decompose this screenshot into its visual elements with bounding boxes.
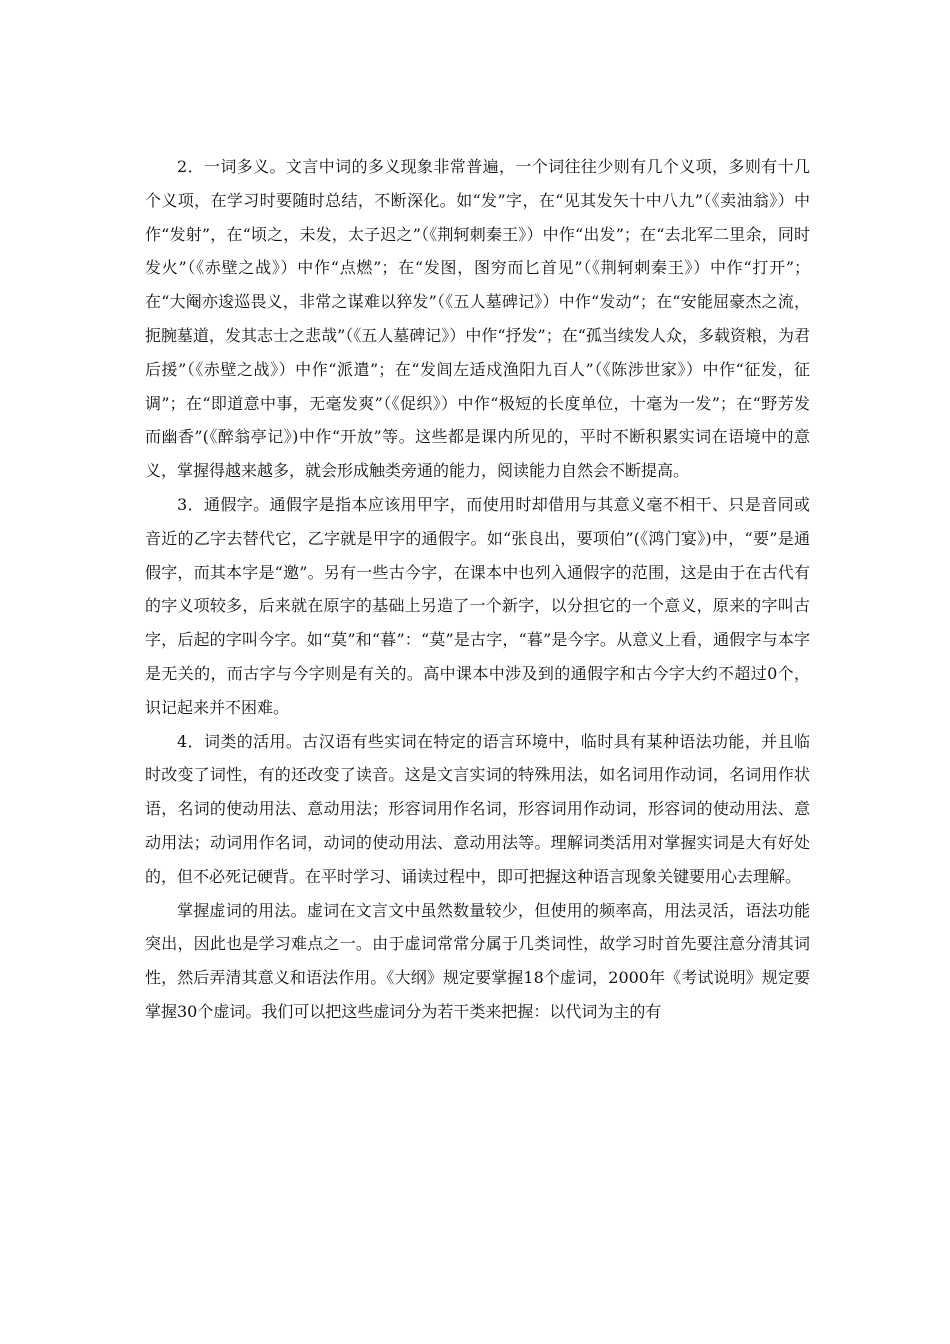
paragraph-word-class-shift: 4．词类的活用。古汉语有些实词在特定的语言环境中，临时具有某种语法功能，并且临时改变了词性，有的还改变了读音。这是文言实词的特殊用法，如名词用作动词，名词用作状语，名词的使动用法、意动用法；形容词用作名词，形容词用作动词，形容词的使动用法、意动用法；动词用作名词，动词的使动用法、意动用法等。理解词类活用对掌握实词是大有好处的，但不必死记硬背。在平时学习、诵读过程中，即可把握这种语言现象关键要用心去理解。: [145, 731, 810, 886]
paragraph-polysemy: 2．一词多义。文言中词的多义现象非常普遍，一个词往往少则有几个义项，多则有十几个义项，在学习时要随时总结，不断深化。如“发”字，在“见其发矢十中八九”（《卖油翁》）中作“发射”，在“顷之，未发，太子迟之”（《荆轲刺秦王》）中作“出发”；在“去北军二里余，同时发火”（《赤壁之战》）中作“点燃”；在“发图，图穷而匕首见”（《荆轲刺秦王》）中作“打开”；在“大阉亦逡巡畏义，非常之谋难以猝发”（《五人墓碑记》）中作“发动”；在“安能屈豪杰之流，扼腕墓道，发其志士之悲哉”（《五人墓碑记》）中作“抒发”；在“孤当续发人众，多载资粮，为君后援”（《赤壁之战》）中作“派遣”；在“发闾左适戍渔阳九百人”（《陈涉世家》）中作“征发，征调”；在“即道意中事，无毫发爽”（《促织》）中作“极短的长度单位，十毫为一发”；在“野芳发而幽香”(《醉翁亭记》)中作“开放”等。这些都是课内所见的，平时不断积累实词在语境中的意义，掌握得越来越多，就会形成触类旁通的能力，阅读能力自然会不断提高。: [145, 157, 810, 481]
document-page: [145, 150, 810, 1029]
paragraph-function-words: 掌握虚词的用法。虚词在文言文中虽然数量较少，但使用的频率高，用法灵活，语法功能突出，因此也是学习难点之一。由于虚词常常分属于几类词性，故学习时首先要注意分清其词性，然后弄清其意义和语法作用。《大纲》规定要掌握18个虚词，2000年《考试说明》规定要掌握30个虚词。我们可以把这些虚词分为若干类来把握：以代词为主的有: [145, 900, 810, 1021]
paragraph-tongjiazi: 3．通假字。通假字是指本应该用甲字，而使用时却借用与其意义毫不相干、只是音同或音近的乙字去替代它，乙字就是甲字的通假字。如“张良出，要项伯”(《鸿门宴》)中，“要”是通假字，而其本字是“邀”。另有一些古今字，在课本中也列入通假字的范围，这是由于在古代有的字义项较多，后来就在原字的基础上另造了一个新字，以分担它的一个意义，原来的字叫古字，后起的字叫今字。如“莫”和“暮”：“莫”是古字，“暮”是今字。从意义上看，通假字与本字是无关的，而古字与今字则是有关的。高中课本中涉及到的通假字和古今字大约不超过0个，识记起来并不困难。: [145, 494, 810, 717]
